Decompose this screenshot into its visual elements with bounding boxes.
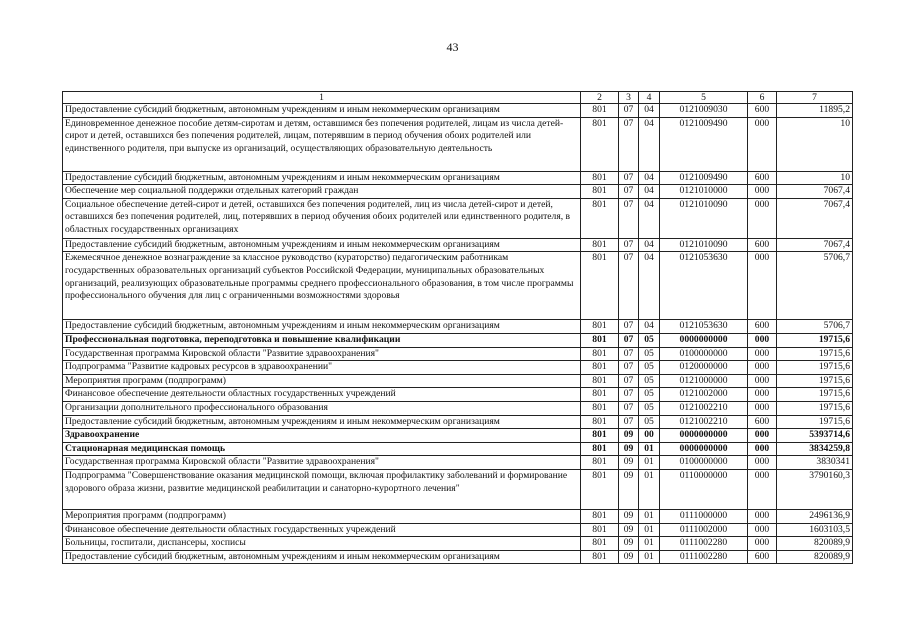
row-subsection-code: 04 — [639, 252, 660, 320]
table-row — [63, 185, 853, 199]
row-ministry-code: 801 — [581, 456, 619, 470]
row-name: Финансовое обеспечение деятельности областных государственных учреждений — [63, 388, 581, 402]
row-amount: 19715,6 — [777, 401, 853, 415]
row-name: Предоставление субсидий бюджетным, автономным учреждениям и иным некоммерческим организациям — [63, 238, 581, 252]
row-subsection-code: 01 — [639, 456, 660, 470]
row-name: Мероприятия программ (подпрограмм) — [63, 374, 581, 388]
column-header: 5 — [660, 92, 748, 104]
table-row — [63, 537, 853, 551]
row-name: Предоставление субсидий бюджетным, автономным учреждениям и иным некоммерческим организациям — [63, 320, 581, 334]
row-target-article-code: 0121010090 — [660, 238, 748, 252]
table-row — [63, 320, 853, 334]
row-target-article-code: 0121009490 — [660, 171, 748, 185]
row-amount: 19715,6 — [777, 333, 853, 347]
row-amount: 3834259,8 — [777, 442, 853, 456]
row-amount: 11895,2 — [777, 104, 853, 118]
row-name: Больницы, госпитали, диспансеры, хосписы — [63, 537, 581, 551]
row-ministry-code: 801 — [581, 374, 619, 388]
row-section-code: 09 — [619, 550, 639, 564]
table-row — [63, 171, 853, 185]
row-target-article-code: 0110000000 — [660, 469, 748, 509]
row-name: Государственная программа Кировской области "Развитие здравоохранения" — [63, 456, 581, 470]
row-expense-type-code: 600 — [748, 415, 777, 429]
row-subsection-code: 04 — [639, 198, 660, 238]
row-amount: 7067,4 — [777, 198, 853, 238]
row-section-code: 07 — [619, 171, 639, 185]
table-row — [63, 374, 853, 388]
row-target-article-code: 0121000000 — [660, 374, 748, 388]
row-amount: 19715,6 — [777, 388, 853, 402]
row-expense-type-code: 000 — [748, 333, 777, 347]
table-row — [63, 333, 853, 347]
row-ministry-code: 801 — [581, 238, 619, 252]
row-expense-type-code: 600 — [748, 171, 777, 185]
row-expense-type-code: 000 — [748, 347, 777, 361]
row-ministry-code: 801 — [581, 509, 619, 523]
row-section-code: 07 — [619, 252, 639, 320]
row-subsection-code: 04 — [639, 171, 660, 185]
row-ministry-code: 801 — [581, 523, 619, 537]
row-amount: 10 — [777, 117, 853, 171]
row-target-article-code: 0100000000 — [660, 456, 748, 470]
table-row — [63, 347, 853, 361]
row-name: Финансовое обеспечение деятельности областных государственных учреждений — [63, 523, 581, 537]
row-expense-type-code: 000 — [748, 456, 777, 470]
column-header: 2 — [581, 92, 619, 104]
row-ministry-code: 801 — [581, 171, 619, 185]
row-section-code: 09 — [619, 442, 639, 456]
row-amount: 7067,4 — [777, 238, 853, 252]
row-subsection-code: 01 — [639, 550, 660, 564]
row-name: Организации дополнительного профессионального образования — [63, 401, 581, 415]
row-section-code: 07 — [619, 238, 639, 252]
row-target-article-code: 0120000000 — [660, 361, 748, 375]
row-section-code: 09 — [619, 429, 639, 443]
row-section-code: 07 — [619, 388, 639, 402]
row-name: Государственная программа Кировской области "Развитие здравоохранения" — [63, 347, 581, 361]
row-section-code: 07 — [619, 401, 639, 415]
row-amount: 5393714,6 — [777, 429, 853, 443]
row-target-article-code: 0121010000 — [660, 185, 748, 199]
row-amount: 5706,7 — [777, 252, 853, 320]
row-target-article-code: 0000000000 — [660, 333, 748, 347]
row-target-article-code: 0111002280 — [660, 550, 748, 564]
row-subsection-code: 00 — [639, 429, 660, 443]
page-number: 43 — [446, 40, 459, 54]
row-subsection-code: 05 — [639, 401, 660, 415]
row-expense-type-code: 000 — [748, 185, 777, 199]
row-amount: 820089,9 — [777, 537, 853, 551]
row-target-article-code: 0121053630 — [660, 320, 748, 334]
table-row — [63, 456, 853, 470]
row-section-code: 09 — [619, 509, 639, 523]
row-amount: 3830341 — [777, 456, 853, 470]
row-section-code: 07 — [619, 104, 639, 118]
table-row — [63, 550, 853, 564]
row-target-article-code: 0111002000 — [660, 523, 748, 537]
row-subsection-code: 01 — [639, 469, 660, 509]
row-expense-type-code: 000 — [748, 442, 777, 456]
table-row — [63, 469, 853, 509]
row-amount: 5706,7 — [777, 320, 853, 334]
column-header: 1 — [63, 92, 581, 104]
row-expense-type-code: 000 — [748, 537, 777, 551]
row-name: Социальное обеспечение детей-сирот и детей, оставшихся без попечения родителей, лиц из числа детей-сирот и детей, оставшихся без попечения родителей, лиц, потерявших в период обучения обоих родителей или единственного родителя, в областных государственных организациях — [63, 198, 581, 238]
row-name: Подпрограмма "Совершенствование оказания медицинской помощи, включая профилактику заболеваний и формирование здорового образа жизни, развитие медицинской реабилитации и санаторно-курортного лечения" — [63, 469, 581, 509]
row-ministry-code: 801 — [581, 401, 619, 415]
row-name: Предоставление субсидий бюджетным, автономным учреждениям и иным некоммерческим организациям — [63, 104, 581, 118]
row-ministry-code: 801 — [581, 198, 619, 238]
row-expense-type-code: 000 — [748, 509, 777, 523]
row-target-article-code: 0121002210 — [660, 415, 748, 429]
row-expense-type-code: 000 — [748, 401, 777, 415]
row-section-code: 09 — [619, 469, 639, 509]
row-expense-type-code: 000 — [748, 361, 777, 375]
row-amount: 19715,6 — [777, 415, 853, 429]
row-ministry-code: 801 — [581, 333, 619, 347]
row-name: Предоставление субсидий бюджетным, автономным учреждениям и иным некоммерческим организациям — [63, 550, 581, 564]
row-amount: 10 — [777, 171, 853, 185]
row-subsection-code: 05 — [639, 374, 660, 388]
row-section-code: 07 — [619, 333, 639, 347]
row-ministry-code: 801 — [581, 185, 619, 199]
row-subsection-code: 05 — [639, 388, 660, 402]
row-target-article-code: 0121009490 — [660, 117, 748, 171]
budget-table — [62, 91, 853, 564]
row-section-code: 07 — [619, 361, 639, 375]
row-expense-type-code: 600 — [748, 320, 777, 334]
row-name: Ежемесячное денежное вознаграждение за классное руководство (кураторство) педагогическим работникам государственных образовательных организаций субъектов Российской Федерации, муниципальных образовательных организаций, реализующих образовательные программы среднего профессионального образования, в том числе программы профессионального обучения для лиц с ограниченными возможностями здоровья — [63, 252, 581, 320]
row-target-article-code: 0000000000 — [660, 429, 748, 443]
row-expense-type-code: 600 — [748, 238, 777, 252]
table-row — [63, 388, 853, 402]
row-subsection-code: 04 — [639, 238, 660, 252]
row-section-code: 09 — [619, 537, 639, 551]
table-row — [63, 238, 853, 252]
row-expense-type-code: 000 — [748, 388, 777, 402]
row-subsection-code: 05 — [639, 347, 660, 361]
row-expense-type-code: 000 — [748, 198, 777, 238]
table-row — [63, 442, 853, 456]
row-expense-type-code: 000 — [748, 117, 777, 171]
row-subsection-code: 01 — [639, 523, 660, 537]
row-ministry-code: 801 — [581, 117, 619, 171]
row-name: Обеспечение мер социальной поддержки отдельных категорий граждан — [63, 185, 581, 199]
row-target-article-code: 0111000000 — [660, 509, 748, 523]
row-section-code: 07 — [619, 198, 639, 238]
row-target-article-code: 0121002210 — [660, 401, 748, 415]
row-amount: 19715,6 — [777, 347, 853, 361]
column-header: 6 — [748, 92, 777, 104]
table-row — [63, 361, 853, 375]
row-subsection-code: 01 — [639, 442, 660, 456]
row-target-article-code: 0121053630 — [660, 252, 748, 320]
row-expense-type-code: 000 — [748, 523, 777, 537]
column-header: 3 — [619, 92, 639, 104]
row-ministry-code: 801 — [581, 320, 619, 334]
row-expense-type-code: 000 — [748, 429, 777, 443]
row-section-code: 09 — [619, 523, 639, 537]
row-target-article-code: 0121009030 — [660, 104, 748, 118]
row-section-code: 07 — [619, 185, 639, 199]
row-ministry-code: 801 — [581, 429, 619, 443]
table-body — [63, 104, 853, 564]
row-expense-type-code: 600 — [748, 104, 777, 118]
table-row — [63, 509, 853, 523]
row-amount: 2496136,9 — [777, 509, 853, 523]
row-ministry-code: 801 — [581, 442, 619, 456]
table-row — [63, 117, 853, 171]
row-ministry-code: 801 — [581, 537, 619, 551]
row-subsection-code: 04 — [639, 117, 660, 171]
row-expense-type-code: 600 — [748, 550, 777, 564]
table-row — [63, 198, 853, 238]
row-section-code: 07 — [619, 117, 639, 171]
row-expense-type-code: 000 — [748, 374, 777, 388]
table-row — [63, 523, 853, 537]
row-section-code: 09 — [619, 456, 639, 470]
row-amount: 19715,6 — [777, 374, 853, 388]
row-name: Подпрограмма "Развитие кадровых ресурсов в здравоохранении" — [63, 361, 581, 375]
row-subsection-code: 04 — [639, 320, 660, 334]
row-subsection-code: 04 — [639, 104, 660, 118]
row-name: Здравоохранение — [63, 429, 581, 443]
row-name: Профессиональная подготовка, переподготовка и повышение квалификации — [63, 333, 581, 347]
row-ministry-code: 801 — [581, 347, 619, 361]
row-subsection-code: 01 — [639, 537, 660, 551]
row-amount: 3790160,3 — [777, 469, 853, 509]
row-amount: 1603103,5 — [777, 523, 853, 537]
row-amount: 820089,9 — [777, 550, 853, 564]
column-header: 7 — [777, 92, 853, 104]
row-subsection-code: 01 — [639, 509, 660, 523]
row-ministry-code: 801 — [581, 550, 619, 564]
row-name: Предоставление субсидий бюджетным, автономным учреждениям и иным некоммерческим организациям — [63, 415, 581, 429]
row-target-article-code: 0100000000 — [660, 347, 748, 361]
row-name: Мероприятия программ (подпрограмм) — [63, 509, 581, 523]
row-target-article-code: 0111002280 — [660, 537, 748, 551]
row-name: Единовременное денежное пособие детям-сиротам и детям, оставшимся без попечения родителей, лицам из числа детей-сирот и детей, оставшихся без попечения родителей, лицам, потерявшим в период обучения обоих родителей или единственного родителя, при выпуске из организаций, осуществляющих образовательную деятельность — [63, 117, 581, 171]
row-amount: 7067,4 — [777, 185, 853, 199]
row-amount: 19715,6 — [777, 361, 853, 375]
row-ministry-code: 801 — [581, 388, 619, 402]
row-subsection-code: 05 — [639, 333, 660, 347]
row-target-article-code: 0121010090 — [660, 198, 748, 238]
column-header: 4 — [639, 92, 660, 104]
row-section-code: 07 — [619, 320, 639, 334]
row-ministry-code: 801 — [581, 104, 619, 118]
row-name: Предоставление субсидий бюджетным, автономным учреждениям и иным некоммерческим организациям — [63, 171, 581, 185]
row-ministry-code: 801 — [581, 415, 619, 429]
row-ministry-code: 801 — [581, 361, 619, 375]
row-expense-type-code: 000 — [748, 252, 777, 320]
row-subsection-code: 04 — [639, 185, 660, 199]
row-expense-type-code: 000 — [748, 469, 777, 509]
row-target-article-code: 0000000000 — [660, 442, 748, 456]
table-row — [63, 429, 853, 443]
row-ministry-code: 801 — [581, 252, 619, 320]
row-ministry-code: 801 — [581, 469, 619, 509]
table-row — [63, 415, 853, 429]
row-name: Стационарная медицинская помощь — [63, 442, 581, 456]
table-row — [63, 401, 853, 415]
header-row — [63, 92, 853, 104]
table-row — [63, 252, 853, 320]
row-section-code: 07 — [619, 415, 639, 429]
table-row — [63, 104, 853, 118]
row-subsection-code: 05 — [639, 415, 660, 429]
row-subsection-code: 05 — [639, 361, 660, 375]
row-section-code: 07 — [619, 374, 639, 388]
row-section-code: 07 — [619, 347, 639, 361]
row-target-article-code: 0121002000 — [660, 388, 748, 402]
